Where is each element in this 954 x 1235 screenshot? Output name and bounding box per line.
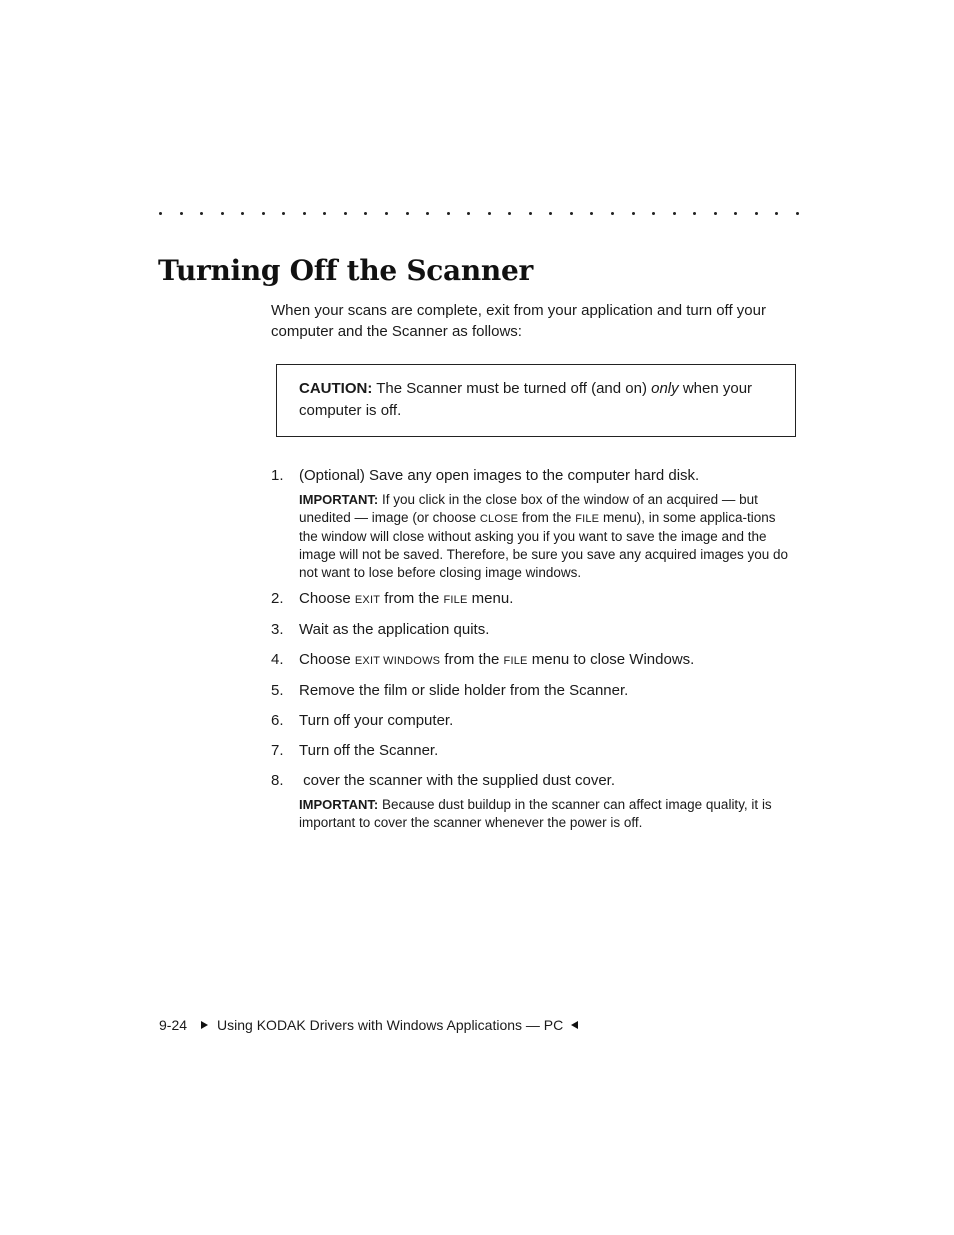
triangle-right-icon [201,1021,208,1029]
step-text: cover the scanner with the supplied dust cover. [299,772,616,789]
page-number: 9-24 [159,1017,188,1033]
caution-emphasis: only [651,380,679,397]
caution-label: CAUTION: [299,380,373,397]
triangle-left-icon [571,1021,578,1029]
step-text: Wait as the application quits. [299,621,490,638]
step-8 [271,771,796,791]
menu-file: FILE [503,655,528,667]
caution-box [276,364,796,437]
footer-text: Using KODAK Drivers with Windows Applications — PC [217,1017,564,1033]
step-6 [271,711,796,731]
menu-command-close: CLOSE [479,513,519,525]
step-text: Turn off the Scanner. [299,742,439,759]
step-text-b: from the [380,590,444,607]
page-footer [159,1017,578,1033]
step-2 [271,589,796,610]
menu-file: FILE [575,513,600,525]
step-text-a: Choose [299,590,355,607]
step-number: 8. [271,772,284,789]
caution-text-a: The Scanner must be turned off (and on) [372,380,652,397]
step-number: 7. [271,742,284,759]
step-text-b: from the [440,651,504,668]
note-text: Because dust buildup in the scanner can affect image quality, it is important to cover the scanner whenever the power is off. [299,797,772,830]
note-text-a: If you click in the close box of the window of an acquired — but unedited — image (or choose [299,492,758,525]
step-text: Turn off your computer. [299,712,454,729]
step-1 [271,466,796,486]
dotted-rule [159,204,799,220]
step-text: Remove the film or slide holder from the Scanner. [299,682,629,699]
step-text [299,650,796,671]
step-number: 2. [271,590,284,607]
step-text-c: menu to close Windows. [527,651,695,668]
note-text-c: menu), in some applica-tions the window will close without asking you if you want to save the image and the image will not be saved. Therefore, be sure you save any acquired images you do not want to lose before closing image windows. [299,510,789,580]
important-label: IMPORTANT: [299,797,379,812]
step-number: 3. [271,621,284,638]
step-number: 5. [271,682,284,699]
step-5 [271,681,796,701]
steps-list [271,466,796,839]
step-text: (Optional) Save any open images to the computer hard disk. [299,467,700,484]
page-title: Turning Off the Scanner [158,254,533,287]
menu-file: FILE [443,594,468,606]
step-7 [271,741,796,761]
intro-paragraph: When your scans are complete, exit from your application and turn off your computer and the Scanner as follows: [271,302,766,340]
step-text [299,589,796,610]
caution-text-b: when your computer is off. [299,380,753,419]
menu-command-exit-windows: EXIT WINDOWS [354,655,441,667]
step-3 [271,620,796,640]
step-number: 4. [271,651,284,668]
step-number: 1. [271,467,284,484]
step-text-c: menu. [467,590,514,607]
menu-command-exit: EXIT [354,594,381,606]
important-note-2 [299,796,796,832]
important-label: IMPORTANT: [299,492,379,507]
step-4 [271,650,796,671]
note-text-b: from the [518,510,576,525]
important-note-1 [299,491,796,582]
step-number: 6. [271,712,284,729]
step-text-a: Choose [299,651,355,668]
